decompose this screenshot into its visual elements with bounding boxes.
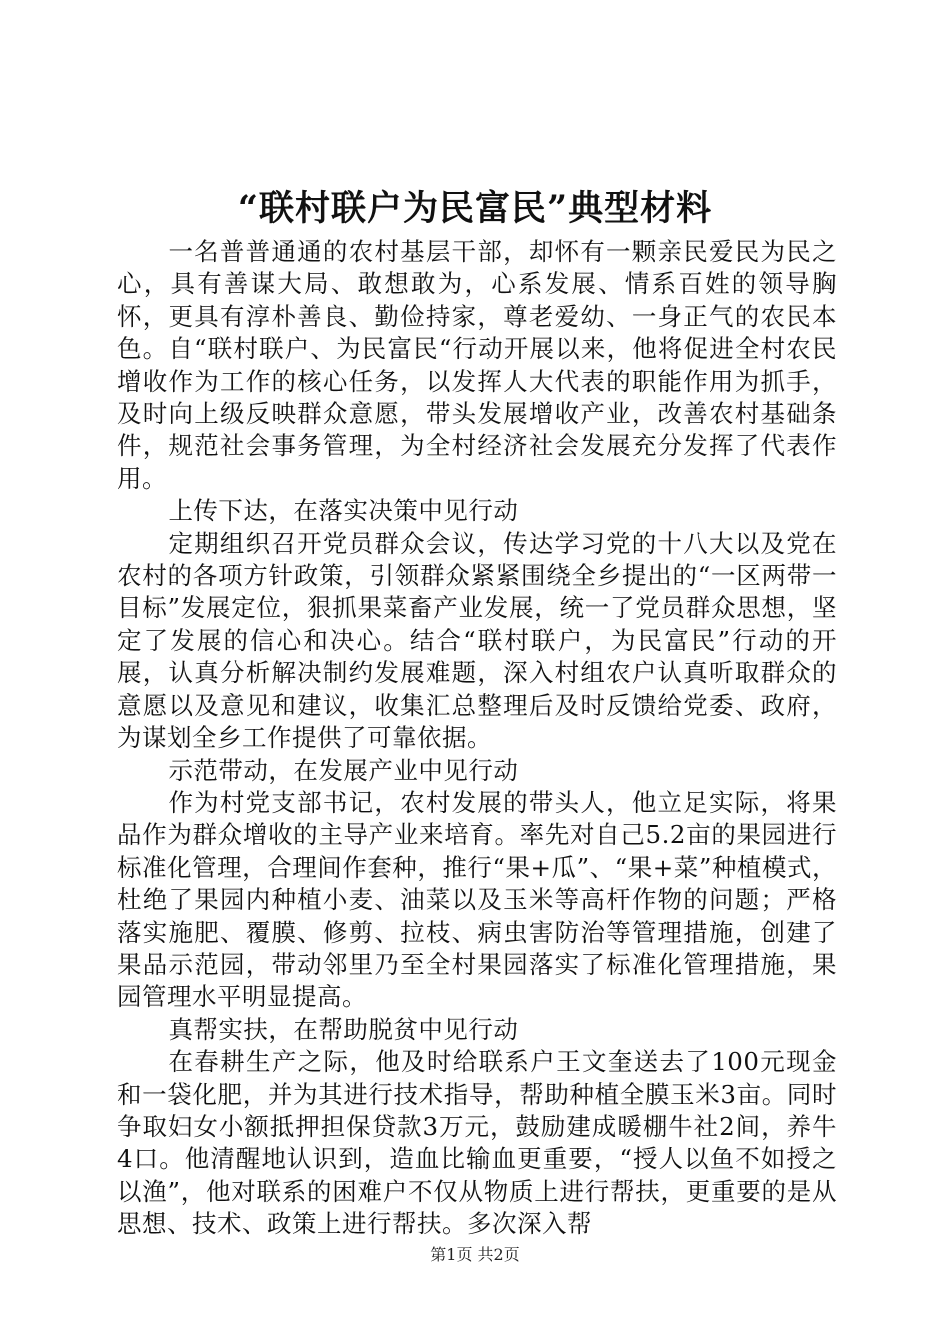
paragraph-section-1: 定期组织召开党员群众会议，传达学习党的十八大以及党在农村的各项方针政策，引领群众紧紧围绕全乡提出的“一区两带一目标”发展定位，狠抓果菜畜产业发展，统一了党员群众思想，坚定了发展的信心和决心。结合“联村联户，为民富民”行动的开展，认真分析解决制约发展难题，深入村组农户认真听取群众的意愿以及意见和建议，收集汇总整理后及时反馈给党委、政府，为谋划全乡工作提供了可靠依据。 — [117, 528, 837, 753]
paragraph-intro: 一名普普通通的农村基层干部，却怀有一颗亲民爱民为民之心，具有善谋大局、敢想敢为，心系发展、情系百姓的领导胸怀，更具有淳朴善良、勤俭持家，尊老爱幼、一身正气的农民本色。自“联村联户、为民富民“行动开展以来，他将促进全村农民增收作为工作的核心任务，以发挥人大代表的职能作用为抓手，及时向上级反映群众意愿，带头发展增收产业，改善农村基础条件，规范社会事务管理，为全村经济社会发展充分发挥了代表作用。 — [117, 237, 837, 493]
page-number-footer: 第1页 共2页 — [430, 1245, 520, 1264]
paragraph-section-2: 作为村党支部书记，农村发展的带头人，他立足实际，将果品作为群众增收的主导产业来培育。率先对自己5.2亩的果园进行标准化管理，合理间作套种，推行“果+瓜”、“果+菜”种植模式，杜绝了果园内种植小麦、油菜以及玉米等高杆作物的问题；严格落实施肥、覆膜、修剪、拉枝、病虫害防治等管理措施，创建了果品示范园，带动邻里乃至全村果园落实了标准化管理措施，果园管理水平明显提高。 — [117, 787, 837, 1012]
document-title: “联村联户为民富民”典型材料 — [237, 188, 713, 229]
paragraph-section-3: 在春耕生产之际，他及时给联系户王文奎送去了100元现金和一袋化肥，并为其进行技术指导，帮助种植全膜玉米3亩。同时争取妇女小额抵押担保贷款3万元，鼓励建成暖棚牛社2间，养牛4口。他清醒地认识到，造血比输血更重要，“授人以鱼不如授之以渔”，他对联系的困难户不仅从物质上进行帮扶，更重要的是从思想、技术、政策上进行帮扶。多次深入帮 — [117, 1047, 837, 1239]
document-body — [117, 236, 837, 1241]
section-heading-3: 真帮实扶，在帮助脱贫中见行动 — [168, 1014, 519, 1044]
section-heading-1: 上传下达，在落实决策中见行动 — [168, 496, 519, 526]
section-heading-2: 示范带动，在发展产业中见行动 — [168, 755, 519, 785]
